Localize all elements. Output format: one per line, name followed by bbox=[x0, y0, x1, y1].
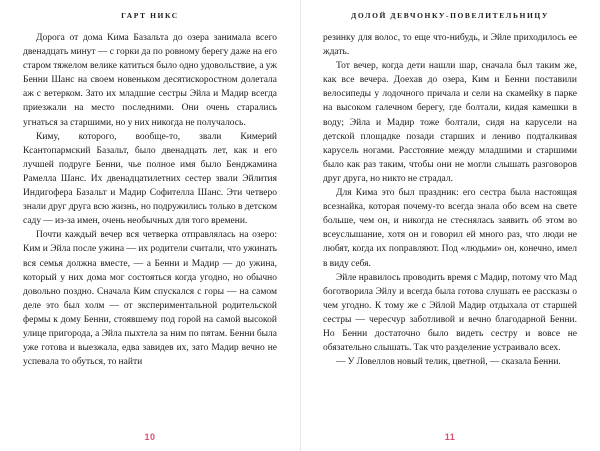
paragraph: Дорога от дома Кима Базальта до озера занимала всего двенадцать минут — с горки да по ровному берегу даже на его старом тяжелом велике катиться было одно удовольствие, а уж Бенни Шанс на своем новеньком десятискоростном долетала аж с ветерком. Зато их младшие сестры Эйла и Мадир всегда приезжали на место последними. Они очень старались угнаться за старшими, но у них никогда не получалось. bbox=[23, 33, 277, 128]
running-head-title: ДОЛОЙ ДЕВЧОНКУ-ПОВЕЛИТЕЛЬНИЦУ bbox=[351, 11, 549, 20]
paragraph: Эйле нравилось проводить время с Мадир, потому что Мад боготворила Эйлу и всегда была готова слушать ее рассказы о чем угодно. К тому же с Эйлой Мадир отдыхала от старшей сестры — чересчур заботливой и вечно благодарной Бенни. Но Бенни достаточно было видеть сестру и вовсе не обязательно слышать. Так что разделение устраивало всех. bbox=[323, 272, 577, 354]
page-number-right: 11 bbox=[444, 432, 456, 442]
page-right bbox=[300, 0, 600, 451]
page-left-text bbox=[23, 31, 277, 369]
page-number-left: 10 bbox=[144, 432, 156, 442]
paragraph: Для Кима это был праздник: его сестра была настоящая всезнайка, которая почему-то всегда знала обо всем на свете больше, чем он, и никогда не стеснялась заявить об этом во всеуслышание, хотя он и говорил ей много раз, что люди не любят, когда их поправляют. Под «людьми» он, конечно, имел в виду себя. bbox=[323, 188, 577, 269]
paragraph: Киму, которого, вообще-то, звали Кимерий Ксантопармский Базальт, было двенадцать лет, как и его лучшей подруге Бенни, чье полное имя было Бенджамина Рамелла Шанс. Их двенадцатилетних сестер звали Эйлития Индигофера Базальт и Мадир Софителла Шанс. Эти четверо знали друг друга всю жизнь, но подружились только в детском саду — из-за имен, очень необычных для того времени. bbox=[23, 131, 277, 227]
paragraph: Тот вечер, когда дети нашли шар, сначала был таким же, как все вечера. Доехав до озера, Ким и Бенни поставили велосипеды у лодочного причала и сели на скамейку в парке на высоком галечном берегу, где болтали, кидая камешки в воду; Эйла и Мадир тоже болтали, сидя на карусели на детской площадке позади старших и лениво подталкивая карусель ногами. Расстояние между младшими и старшими было как раз таким, чтобы они не могли слышать разговоров друг друга, но никто не страдал. bbox=[323, 61, 577, 184]
page-gutter-divider bbox=[300, 0, 301, 451]
paragraph: — У Ловеллов новый телик, цветной, — сказала Бенни. bbox=[336, 357, 561, 368]
paragraph: резинку для волос, то еще что-нибудь, и Эйле приходилось ее ждать. bbox=[323, 33, 577, 58]
page-right-text bbox=[323, 31, 577, 369]
paragraph: Почти каждый вечер вся четверка отправлялась на озеро: Ким и Эйла после ужина — их родители считали, что ужинать вся семья должна вместе, — а Бенни и Мадир — до ужина, который у них дома мог состояться когда угодно, но обычно довольно поздно. Сначала Ким спускался с горы — на самом деле это был холм — от экспериментальной родительской фермы к дому Бенни, стоявшему под горой на самой высокой улице пригорода, а Эйла пыхтела за ним по пятам. Бенни была уже готова и выезжала, едва завидев их, зато Мадир вечно не успевала то обуться, то найти bbox=[23, 230, 277, 368]
running-head-author: ГАРТ НИКС bbox=[121, 11, 179, 20]
